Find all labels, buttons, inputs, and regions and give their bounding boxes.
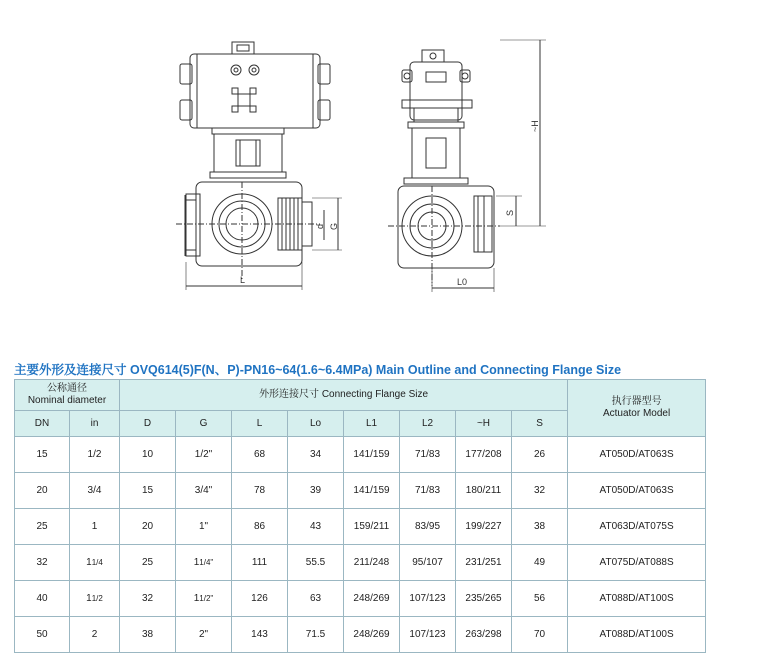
cell-g-fraction: 3/4" — [194, 485, 213, 496]
cell-s: 32 — [512, 473, 568, 509]
cell-g — [176, 617, 232, 653]
cell-h: 177/208 — [456, 437, 512, 473]
cell-l1: 211/248 — [344, 545, 400, 581]
cell-in-whole: 1 — [86, 557, 92, 568]
cell-l2: 107/123 — [400, 617, 456, 653]
cell-l2: 83/95 — [400, 509, 456, 545]
cell-g-whole: 2" — [198, 629, 209, 640]
header-actuator-en: Actuator Model — [602, 408, 671, 419]
cell-d: 32 — [120, 581, 176, 617]
cell-h: 199/227 — [456, 509, 512, 545]
cell-g-whole: 1 — [193, 593, 200, 604]
cell-l1: 248/269 — [344, 617, 400, 653]
cell-in — [70, 617, 120, 653]
col-header-l2: L2 — [400, 411, 456, 437]
header-actuator-zh: 执行器型号 — [611, 396, 662, 407]
header-actuator-model — [568, 380, 706, 437]
table-row — [15, 509, 706, 545]
cell-l1: 248/269 — [344, 581, 400, 617]
cell-lo: 55.5 — [288, 545, 344, 581]
cell-l1: 141/159 — [344, 437, 400, 473]
header-flange-size: 外形连接尺寸 Connecting Flange Size — [120, 380, 568, 411]
cell-g — [176, 437, 232, 473]
cell-in-fraction: 1/2 — [91, 594, 103, 603]
dim-label-L: L — [240, 275, 246, 285]
cell-in-fraction: 1/4 — [91, 558, 103, 567]
cell-lo: 34 — [288, 437, 344, 473]
cell-dn: 32 — [15, 545, 70, 581]
cell-in-whole: 1 — [86, 593, 92, 604]
table-row — [15, 437, 706, 473]
cell-in — [70, 473, 120, 509]
cell-d: 38 — [120, 617, 176, 653]
cell-lo: 39 — [288, 473, 344, 509]
cell-s: 26 — [512, 437, 568, 473]
cell-actuator: AT050D/AT063S — [568, 473, 706, 509]
cell-dn: 40 — [15, 581, 70, 617]
cell-actuator: AT088D/AT100S — [568, 581, 706, 617]
col-header-g: G — [176, 411, 232, 437]
cell-lo: 43 — [288, 509, 344, 545]
cell-l: 78 — [232, 473, 288, 509]
cell-in — [70, 437, 120, 473]
cell-g — [176, 473, 232, 509]
cell-d: 15 — [120, 473, 176, 509]
cell-d: 10 — [120, 437, 176, 473]
col-header-dn: DN — [15, 411, 70, 437]
cell-h: 235/265 — [456, 581, 512, 617]
cell-g — [176, 509, 232, 545]
cell-l: 111 — [232, 545, 288, 581]
table-row — [15, 581, 706, 617]
header-nominal-en: Nominal diameter — [27, 395, 107, 406]
cell-g-whole: 1" — [198, 521, 209, 532]
front-view — [176, 42, 342, 290]
cell-dn: 25 — [15, 509, 70, 545]
dim-label-H: ~H — [530, 120, 540, 132]
spec-table — [14, 379, 706, 653]
col-header-s: S — [512, 411, 568, 437]
cell-l: 126 — [232, 581, 288, 617]
col-header-l: L — [232, 411, 288, 437]
cell-l: 143 — [232, 617, 288, 653]
col-header-lo: Lo — [288, 411, 344, 437]
cell-actuator: AT063D/AT075S — [568, 509, 706, 545]
cell-l2: 71/83 — [400, 437, 456, 473]
cell-g-fraction: 1/4" — [199, 558, 214, 567]
cell-actuator: AT088D/AT100S — [568, 617, 706, 653]
cell-in-whole: 1 — [91, 521, 98, 532]
col-header-in: in — [70, 411, 120, 437]
cell-l: 86 — [232, 509, 288, 545]
cell-in-fraction: 3/4 — [87, 485, 102, 496]
cell-l2: 95/107 — [400, 545, 456, 581]
section-title: 主要外形及连接尺寸 OVQ614(5)F(N、P)-PN16~64(1.6~6.4MPa) Main Outline and Connecting Flange Size — [14, 363, 622, 377]
valve-technical-drawing — [0, 0, 779, 330]
cell-d: 20 — [120, 509, 176, 545]
dim-label-S: S — [505, 209, 515, 216]
dim-label-d: d — [315, 223, 325, 229]
cell-g — [176, 545, 232, 581]
cell-in — [70, 545, 120, 581]
cell-in-whole: 2 — [91, 629, 98, 640]
cell-lo: 71.5 — [288, 617, 344, 653]
dim-label-L0: L0 — [457, 277, 468, 287]
side-view — [388, 40, 546, 292]
cell-l2: 107/123 — [400, 581, 456, 617]
cell-l2: 71/83 — [400, 473, 456, 509]
cell-dn: 20 — [15, 473, 70, 509]
cell-h: 231/251 — [456, 545, 512, 581]
cell-g — [176, 581, 232, 617]
col-header-h: ~H — [456, 411, 512, 437]
cell-s: 38 — [512, 509, 568, 545]
col-header-d: D — [120, 411, 176, 437]
header-nominal-zh: 公称通径 — [47, 383, 87, 394]
header-nominal-diameter — [15, 380, 120, 411]
cell-dn: 15 — [15, 437, 70, 473]
table-row — [15, 473, 706, 509]
cell-in — [70, 509, 120, 545]
cell-in-fraction: 1/2 — [87, 449, 102, 460]
cell-s: 56 — [512, 581, 568, 617]
cell-lo: 63 — [288, 581, 344, 617]
col-header-l1: L1 — [344, 411, 400, 437]
cell-actuator: AT075D/AT088S — [568, 545, 706, 581]
cell-g-fraction: 1/2" — [199, 594, 214, 603]
cell-l: 68 — [232, 437, 288, 473]
table-row — [15, 545, 706, 581]
cell-l1: 159/211 — [344, 509, 400, 545]
cell-s: 49 — [512, 545, 568, 581]
cell-actuator: AT050D/AT063S — [568, 437, 706, 473]
cell-dn: 50 — [15, 617, 70, 653]
table-row — [15, 617, 706, 653]
cell-l1: 141/159 — [344, 473, 400, 509]
cell-in — [70, 581, 120, 617]
dim-label-G: G — [329, 222, 339, 230]
cell-g-fraction: 1/2" — [194, 449, 213, 460]
cell-h: 263/298 — [456, 617, 512, 653]
cell-h: 180/211 — [456, 473, 512, 509]
cell-d: 25 — [120, 545, 176, 581]
cell-g-whole: 1 — [193, 557, 200, 568]
cell-s: 70 — [512, 617, 568, 653]
